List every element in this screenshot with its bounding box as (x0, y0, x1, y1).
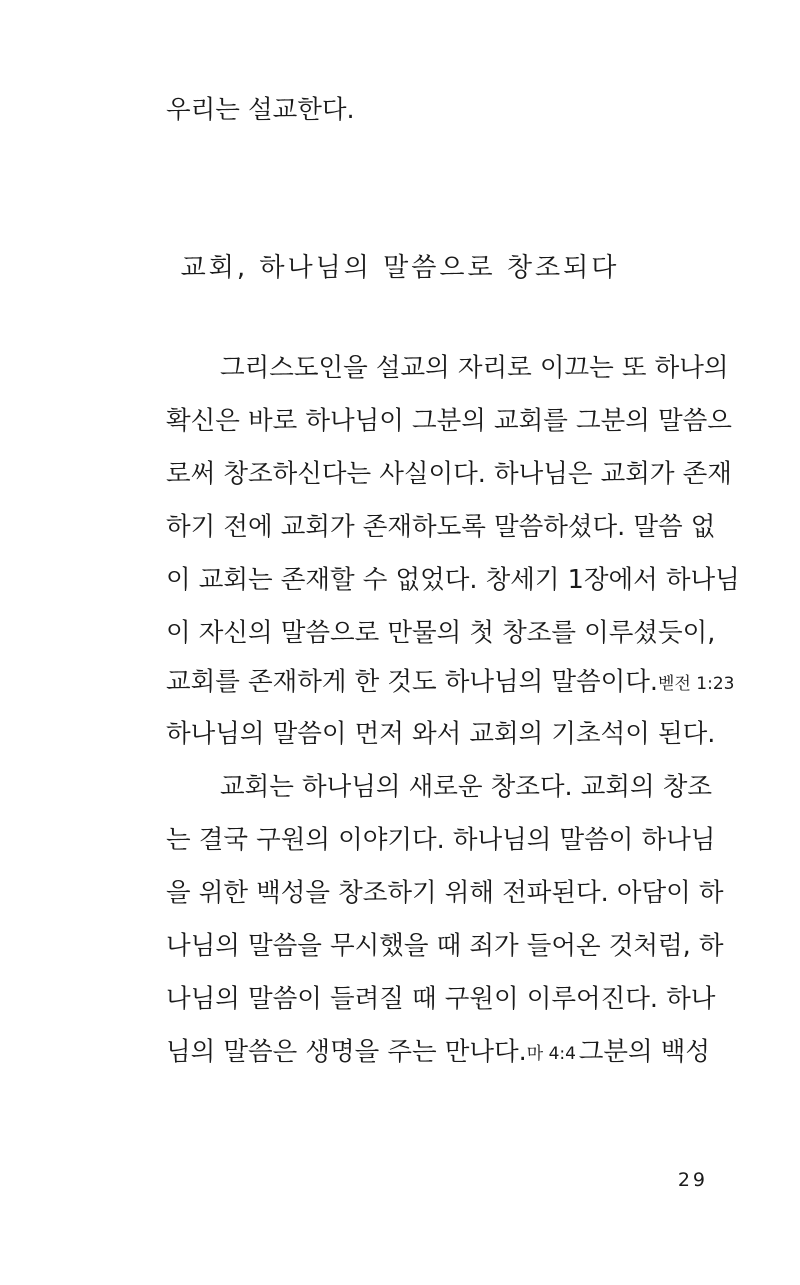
paragraph-line: 나님의 말씀을 무시했을 때 죄가 들어온 것처럼, 하 (166, 931, 724, 961)
paragraph-line: 교회를 존재하게 한 것도 하나님의 말씀이다. (166, 667, 659, 697)
paragraph-line: 확신은 바로 하나님이 그분의 교회를 그분의 말씀으 (166, 406, 732, 436)
page-number: 29 (677, 1169, 708, 1191)
paragraph-line: 로써 창조하신다는 사실이다. 하나님은 교회가 존재 (166, 459, 732, 489)
scripture-reference: 마 4:4 (526, 1044, 576, 1064)
paragraph-line: 하나님의 말씀이 먼저 와서 교회의 기초석이 된다. (166, 719, 716, 749)
paragraph-line: 하기 전에 교회가 존재하도록 말씀하셨다. 말씀 없 (166, 512, 716, 542)
scripture-reference: 벧전 1:23 (658, 674, 735, 694)
paragraph-line: 는 결국 구원의 이야기다. 하나님의 말씀이 하나님 (166, 825, 716, 855)
paragraph-line: 교회는 하나님의 새로운 창조다. 교회의 창조 (220, 772, 713, 802)
paragraph-line: 이 교회는 존재할 수 없었다. 창세기 1장에서 하나님 (166, 565, 740, 595)
paragraph-line: 나님의 말씀이 들려질 때 구원이 이루어진다. 하나 (166, 984, 716, 1014)
paragraph-line: 을 위한 백성을 창조하기 위해 전파된다. 아담이 하 (166, 878, 724, 908)
paragraph-line: 그리스도인을 설교의 자리로 이끄는 또 하나의 (220, 353, 729, 383)
paragraph-line: 그분의 백성 (578, 1037, 710, 1067)
paragraph-line-with-reference (166, 664, 735, 702)
paragraph-line: 님의 말씀은 생명을 주는 만나다. (166, 1037, 527, 1067)
opening-line: 우리는 설교한다. (166, 95, 355, 125)
section-heading: 교회, 하나님의 말씀으로 창조되다 (180, 253, 620, 283)
paragraph-line-with-reference (166, 1034, 710, 1072)
paragraph-line: 이 자신의 말씀으로 만물의 첫 창조를 이루셨듯이, (166, 618, 716, 648)
